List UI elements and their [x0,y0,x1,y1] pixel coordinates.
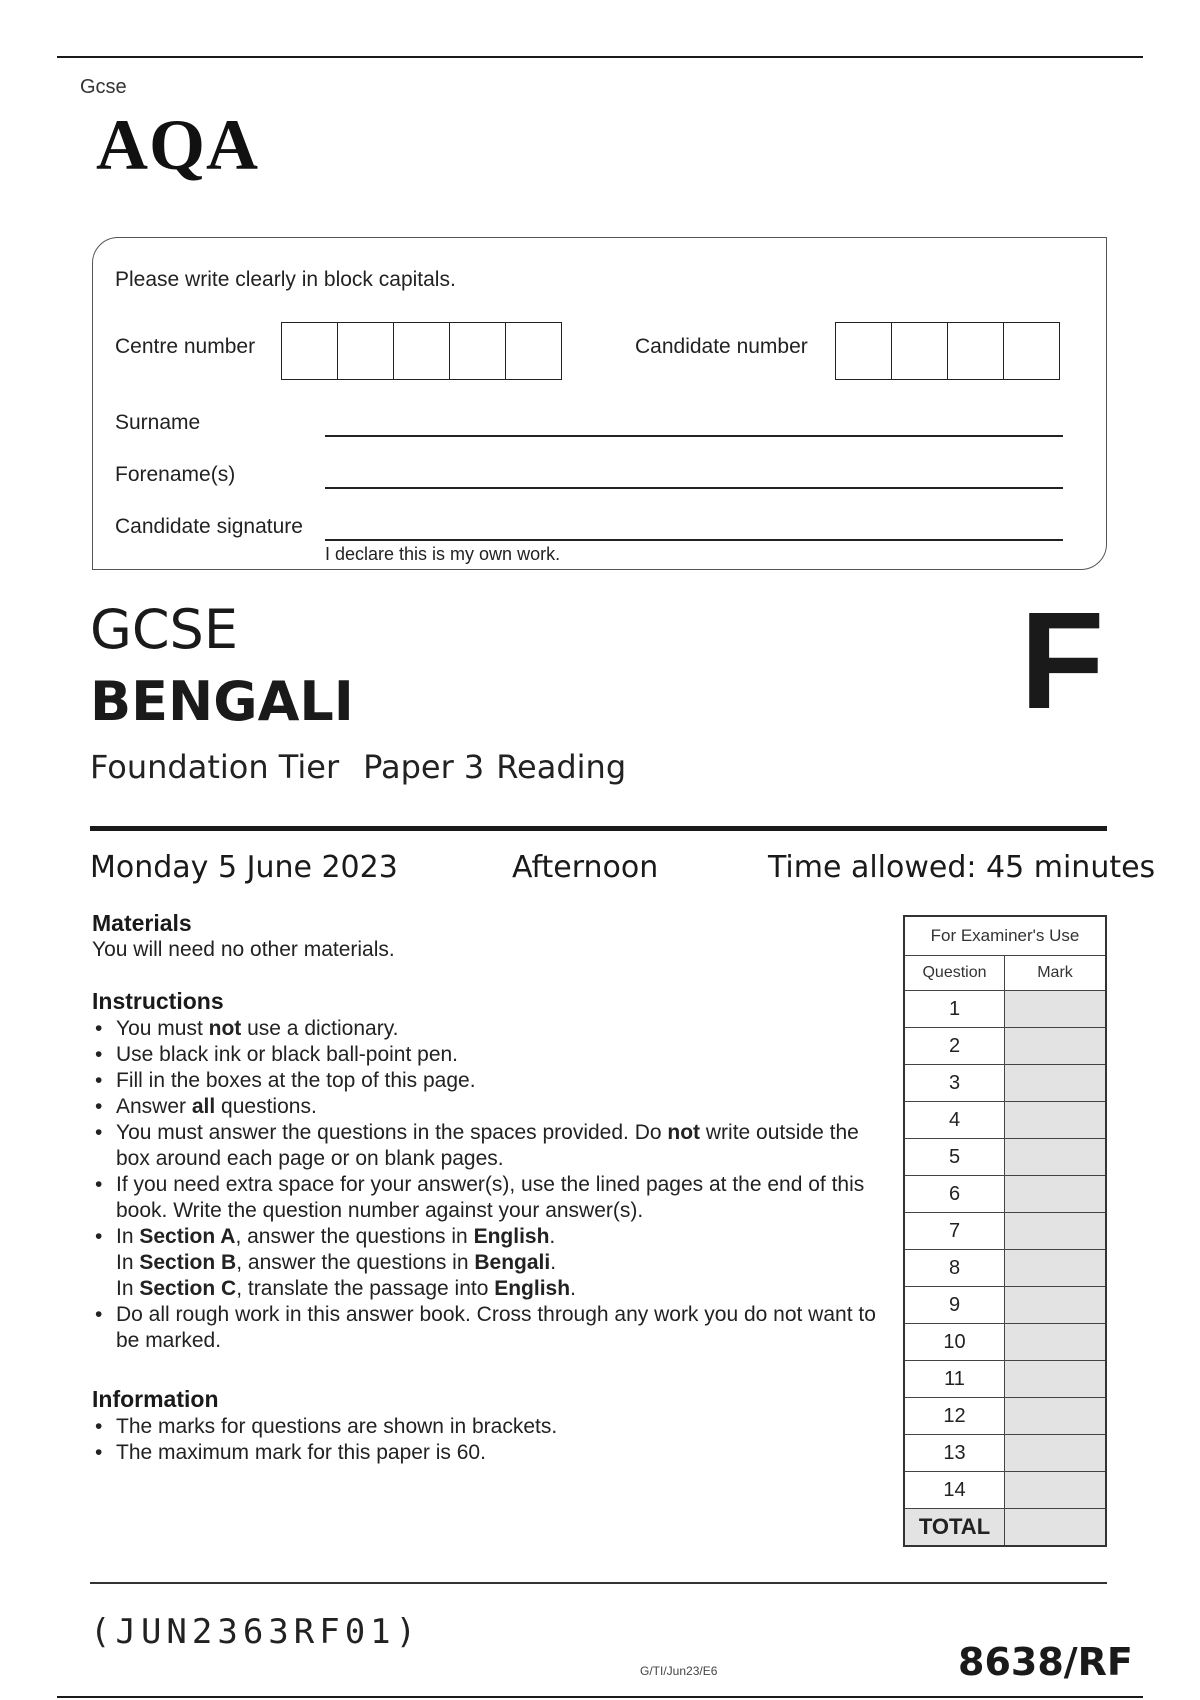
paper-label: Paper 3 [363,748,485,786]
barcode-text: (JUN2363RF01) [90,1612,422,1652]
subject-title: BENGALI [90,670,354,733]
question-number: 11 [904,1361,1005,1398]
tier-label: Foundation Tier [90,748,340,786]
total-row [904,1509,1106,1547]
time-allowed: Time allowed: 45 minutes [768,850,1156,885]
total-mark-cell[interactable] [1005,1509,1107,1547]
question-number: 2 [904,1028,1005,1065]
examiner-table-row [904,1102,1106,1139]
mark-cell[interactable] [1005,1065,1107,1102]
mark-column-header: Mark [1005,956,1107,991]
mark-cell[interactable] [1005,1435,1107,1472]
mark-cell[interactable] [1005,1398,1107,1435]
centre-number-digit-box[interactable] [394,323,450,379]
examiner-table-row [904,1287,1106,1324]
information-item: • The maximum mark for this paper is 60. [92,1440,882,1466]
instruction-item: • You must answer the questions in the spaces provided. Do not write outside the box around each page or on blank pages. [92,1120,882,1172]
qualification-title: GCSE [90,598,238,661]
examiner-table-row [904,1361,1106,1398]
question-number: 6 [904,1176,1005,1213]
header-label: Gcse [80,76,127,98]
centre-number-digit-box[interactable] [506,323,561,379]
paper-code: 8638/RF [958,1640,1133,1684]
examiner-table-row [904,1435,1106,1472]
mark-cell[interactable] [1005,1361,1107,1398]
centre-number-digit-box[interactable] [338,323,394,379]
centre-number-digit-box[interactable] [282,323,338,379]
examiner-table-row [904,1250,1106,1287]
question-number: 10 [904,1324,1005,1361]
examiner-table-row [904,991,1106,1028]
exam-date: Monday 5 June 2023 [90,850,398,885]
title-divider [90,826,1107,831]
reference-code: G/TI/Jun23/E6 [640,1664,718,1678]
examiner-table-row [904,1065,1106,1102]
candidate-number-digit-box[interactable] [892,323,948,379]
mark-cell[interactable] [1005,1102,1107,1139]
footer-rule [90,1582,1107,1584]
declaration-text: I declare this is my own work. [325,544,561,564]
question-number: 9 [904,1287,1005,1324]
centre-number-label: Centre number [115,335,256,358]
examiner-table-row [904,1028,1106,1065]
mark-cell[interactable] [1005,1139,1107,1176]
mark-cell[interactable] [1005,1176,1107,1213]
candidate-number-digit-box[interactable] [836,323,892,379]
examiner-table-row [904,1213,1106,1250]
tier-letter: F [1020,584,1105,738]
instruction-item: • Do all rough work in this answer book. Cross through any work you do not want to be marked. [92,1302,882,1354]
mark-cell[interactable] [1005,1287,1107,1324]
mark-cell[interactable] [1005,1028,1107,1065]
examiner-table-heading: For Examiner's Use [904,916,1106,956]
examiner-table-row [904,1398,1106,1435]
forenames-label: Forename(s) [115,463,236,486]
question-number: 13 [904,1435,1005,1472]
instruction-item: • You must not use a dictionary. [92,1016,882,1042]
information-item: • The marks for questions are shown in brackets. [92,1414,882,1440]
mark-cell[interactable] [1005,1250,1107,1287]
bottom-page-rule [57,1696,1143,1698]
instruction-item: • In Section A, answer the questions in English. In Section B, answer the questions in Bengali. In Section C, translate the passage into English. [92,1224,882,1302]
examiner-table-row [904,1324,1106,1361]
question-number: 8 [904,1250,1005,1287]
mark-cell[interactable] [1005,991,1107,1028]
question-number: 1 [904,991,1005,1028]
paper-subtitle [90,748,650,786]
candidate-number-digit-box[interactable] [948,323,1004,379]
instructions-list [92,1016,882,1354]
candidate-number-digit-box[interactable] [1004,323,1059,379]
centre-number-digit-box[interactable] [450,323,506,379]
exam-session: Afternoon [512,850,659,885]
instruction-item: • Fill in the boxes at the top of this page. [92,1068,882,1094]
mark-cell[interactable] [1005,1472,1107,1509]
component-label: Reading [496,748,627,786]
question-number: 4 [904,1102,1005,1139]
examiner-table-row [904,1139,1106,1176]
mark-cell[interactable] [1005,1324,1107,1361]
question-column-header: Question [904,956,1005,991]
examiner-table-row [904,1176,1106,1213]
examiner-table-row [904,1472,1106,1509]
total-label: TOTAL [904,1509,1005,1547]
question-number: 12 [904,1398,1005,1435]
aqa-logo: AQA [96,105,259,185]
question-number: 3 [904,1065,1005,1102]
information-heading: Information [92,1386,219,1412]
surname-line[interactable] [325,435,1063,437]
instructions-heading: Instructions [92,988,224,1014]
surname-label: Surname [115,411,201,434]
top-rule [57,56,1143,58]
candidate-details-box [92,237,1107,570]
question-number: 5 [904,1139,1005,1176]
information-list [92,1414,882,1466]
materials-heading: Materials [92,910,192,936]
forenames-line[interactable] [325,487,1063,489]
signature-line[interactable] [325,539,1063,541]
question-number: 14 [904,1472,1005,1509]
question-number: 7 [904,1213,1005,1250]
signature-label: Candidate signature [115,515,303,538]
centre-number-boxes[interactable] [281,322,562,380]
block-capitals-instruction: Please write clearly in block capitals. [115,268,456,291]
examiner-use-table [903,915,1107,1547]
candidate-number-label: Candidate number [635,335,808,358]
instruction-item: • Answer all questions. [92,1094,882,1120]
instruction-item: • If you need extra space for your answer(s), use the lined pages at the end of this book. Write the question number against your answer(s). [92,1172,882,1224]
materials-text: You will need no other materials. [92,938,395,961]
mark-cell[interactable] [1005,1213,1107,1250]
candidate-number-boxes[interactable] [835,322,1060,380]
instruction-item: • Use black ink or black ball-point pen. [92,1042,882,1068]
